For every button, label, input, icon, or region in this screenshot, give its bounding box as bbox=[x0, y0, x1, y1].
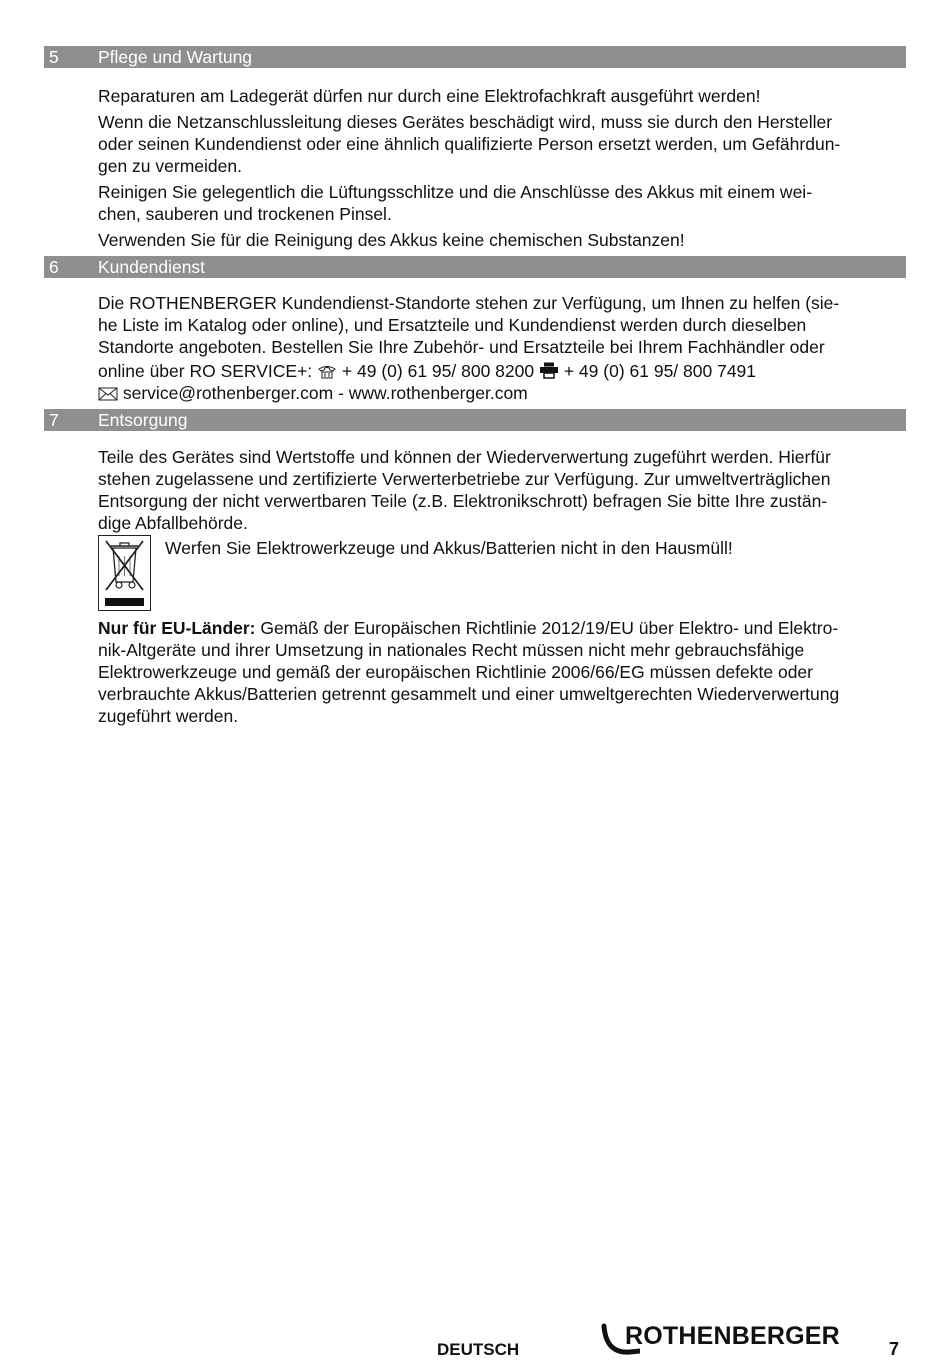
section-number: 5 bbox=[49, 47, 59, 67]
paragraph-eu-directive: Nur für EU-Länder: Gemäß der Europäischen Richtlinie 2012/19/EU über Elektro- und Elektro- nik-Altgeräte und ihrer Umsetzung in nationales Recht müssen nicht mehr gebrauchsfähige Elektrowerkzeuge und gemäß der europäischen Richtlinie 2006/66/EG müssen defekte oder verbrauchte Akkus/Batterien getrennt gesammelt und einer umweltgerechten Wiederverwertung zugeführt werden. bbox=[98, 618, 840, 726]
section-header-7 bbox=[44, 409, 906, 431]
rothenberger-logo bbox=[600, 1320, 852, 1360]
fax-number[interactable]: + 49 (0) 61 95/ 800 7491 bbox=[563, 361, 757, 381]
crossed-out-wheeled-bin-icon bbox=[98, 535, 151, 611]
section-header-5 bbox=[44, 46, 906, 68]
email-and-website[interactable]: service@rothenberger.com - www.rothenberger.com bbox=[122, 383, 528, 403]
paragraph-customer-service: Die ROTHENBERGER Kundendienst-Standorte stehen zur Verfügung, um Ihnen zu helfen (sie- he Liste im Katalog oder online), und Ersatzteile und Kundendienst werden durch dieselben Standorte angeboten. Bestellen Sie Ihre Zubehör- und Ersatzteile bei Ihrem Fachhändler oder online über RO SERVICE+: + 49 (0) 61 95/ 800 8200 + 49 (0) 61 95/ 800 7491 service@rothenberger.com - www.rothenberger.com bbox=[98, 292, 904, 404]
phone-number[interactable]: + 49 (0) 61 95/ 800 8200 bbox=[341, 361, 535, 381]
section-number: 6 bbox=[49, 257, 59, 277]
footer-language: DEUTSCH bbox=[437, 1340, 520, 1359]
logo-text: ROTHENBERGER bbox=[625, 1322, 840, 1350]
section-header-6 bbox=[44, 256, 906, 278]
section-title: Kundendienst bbox=[98, 257, 206, 277]
fax-icon bbox=[539, 362, 559, 379]
section-title: Entsorgung bbox=[98, 410, 188, 430]
paragraph-repair-note: Reparaturen am Ladegerät dürfen nur durch eine Elektrofachkraft ausgeführt werden! bbox=[98, 86, 761, 106]
phone-icon bbox=[317, 365, 337, 379]
eu-label: Nur für EU-Länder: bbox=[98, 618, 256, 638]
weee-note: Werfen Sie Elektrowerkzeuge und Akkus/Batterien nicht in den Hausmüll! bbox=[165, 538, 733, 558]
section-title: Pflege und Wartung bbox=[98, 47, 253, 67]
paragraph-cleaning: Reinigen Sie gelegentlich die Lüftungsschlitze und die Anschlüsse des Akkus mit einem wei- chen, sauberen und trockenen Pinsel. bbox=[98, 182, 813, 224]
section-number: 7 bbox=[49, 410, 59, 430]
paragraph-power-cord: Wenn die Netzanschlussleitung dieses Gerätes beschädigt wird, muss sie durch den Hersteller oder seinen Kundendienst oder eine ähnlich qualifizierte Person ersetzt werden, um Gefährdun- gen zu vermeiden. bbox=[98, 112, 841, 176]
envelope-icon bbox=[98, 387, 118, 401]
email-line bbox=[98, 382, 904, 404]
contact-line: online über RO SERVICE+: + 49 (0) 61 95/ 800 8200 + 49 (0) 61 95/ 800 7491 bbox=[98, 361, 757, 381]
paragraph-no-chemicals: Verwenden Sie für die Reinigung des Akkus keine chemischen Substanzen! bbox=[98, 230, 685, 250]
paragraph-disposal: Teile des Gerätes sind Wertstoffe und können der Wiederverwertung zugeführt werden. Hierfür stehen zugelassene und zertifizierte Verwerterbetriebe zur Verfügung. Zur umweltverträglichen Entsorgung der nicht verwertbaren Teile (z.B. Elektronikschrott) befragen Sie bitte Ihre zustän- dige Abfallbehörde. bbox=[98, 447, 831, 533]
page-number: 7 bbox=[889, 1339, 900, 1359]
